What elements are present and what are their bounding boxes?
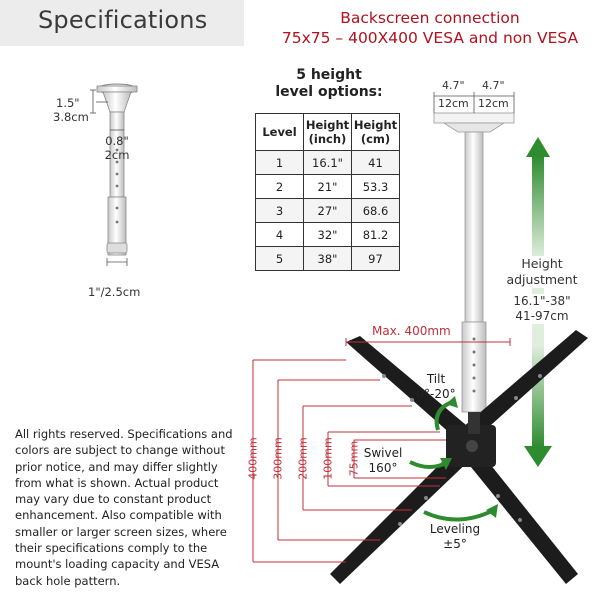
cell-level: 3 — [256, 199, 304, 223]
height-adjustment-label — [500, 256, 584, 288]
swivel-title: Swivel — [363, 446, 403, 460]
backscreen-line1: Backscreen connection — [340, 9, 520, 27]
vesa-100-label: 100mm — [321, 437, 335, 480]
height-adjustment-title1: Height — [521, 256, 563, 271]
ceiling-pole-drawing — [434, 92, 514, 412]
page-title: Specifications — [38, 6, 208, 34]
plate-right-inch: 4.7" — [482, 79, 505, 92]
pole-detail-drawing — [90, 84, 137, 266]
swivel-arrow-icon — [410, 462, 448, 467]
vesa-75-label: 75mm — [347, 440, 361, 477]
tilt-title: Tilt — [426, 372, 446, 386]
levels-title-line1: 5 height — [296, 67, 362, 83]
leveling-arrow-icon — [424, 510, 494, 520]
height-adjustment-range — [500, 294, 584, 324]
column-header-height-inch: Height (inch) — [304, 114, 352, 151]
cell-height-inch: 16.1" — [304, 151, 352, 175]
vesa-400-label: 400mm — [246, 437, 260, 480]
pole-bottom-dimension: 1"/2.5cm — [88, 285, 141, 299]
pole-mid-dim-cm: 2cm — [104, 148, 130, 162]
cell-height-cm: 41 — [352, 151, 400, 175]
cell-height-cm: 68.6 — [352, 199, 400, 223]
vesa-300-label: 300mm — [271, 437, 285, 480]
cell-level: 2 — [256, 175, 304, 199]
backscreen-line2: 75x75 – 400X400 VESA and non VESA — [281, 29, 579, 47]
cell-height-cm: 53.3 — [352, 175, 400, 199]
cell-height-inch: 21" — [304, 175, 352, 199]
pole-top-dimension — [53, 96, 89, 124]
pole-top-dim-inch: 1.5" — [56, 96, 80, 110]
max-size-label: Max. 400mm — [372, 324, 451, 338]
height-range-cm: 41-97cm — [515, 309, 569, 323]
cell-height-inch: 38" — [304, 247, 352, 271]
plate-left-inch: 4.7" — [442, 79, 465, 92]
height-range-inch: 16.1"-38" — [513, 294, 571, 308]
cell-height-cm: 97 — [352, 247, 400, 271]
cell-level: 5 — [256, 247, 304, 271]
pole-mid-dimension — [102, 134, 132, 162]
swivel-label — [360, 446, 406, 476]
swivel-range: 160° — [368, 461, 398, 475]
vesa-200-label: 200mm — [296, 437, 310, 480]
disclaimer-text: All rights reserved. Specifications and colors are subject to change without prior notice, and may differ slightly from what is shown. Actual product may vary due to constant product enhancement. Also compatible with smaller or larger screen sizes, where their specifications comply to the mount's loading capacity and VESA back hole pattern. — [15, 427, 233, 588]
column-header-level: Level — [256, 114, 304, 151]
plate-right-cm: 12cm — [478, 97, 509, 110]
leveling-arrow-head — [486, 504, 498, 518]
cell-height-inch: 32" — [304, 223, 352, 247]
cell-level: 1 — [256, 151, 304, 175]
tilt-range: 0°-20° — [416, 387, 456, 401]
pole-mid-dim-inch: 0.8" — [105, 134, 129, 148]
pole-top-dim-cm: 3.8cm — [53, 110, 89, 124]
levels-title-line2: level options: — [275, 84, 383, 100]
cell-level: 4 — [256, 223, 304, 247]
leveling-label — [426, 522, 484, 552]
tilt-label — [414, 372, 458, 402]
leveling-range: ±5° — [443, 537, 467, 551]
cell-height-cm: 81.2 — [352, 223, 400, 247]
plate-left-cm: 12cm — [438, 97, 469, 110]
cell-height-inch: 27" — [304, 199, 352, 223]
column-header-height-cm: Height (cm) — [352, 114, 400, 151]
height-adjustment-title2: adjustment — [506, 272, 578, 287]
leveling-title: Leveling — [429, 522, 481, 536]
